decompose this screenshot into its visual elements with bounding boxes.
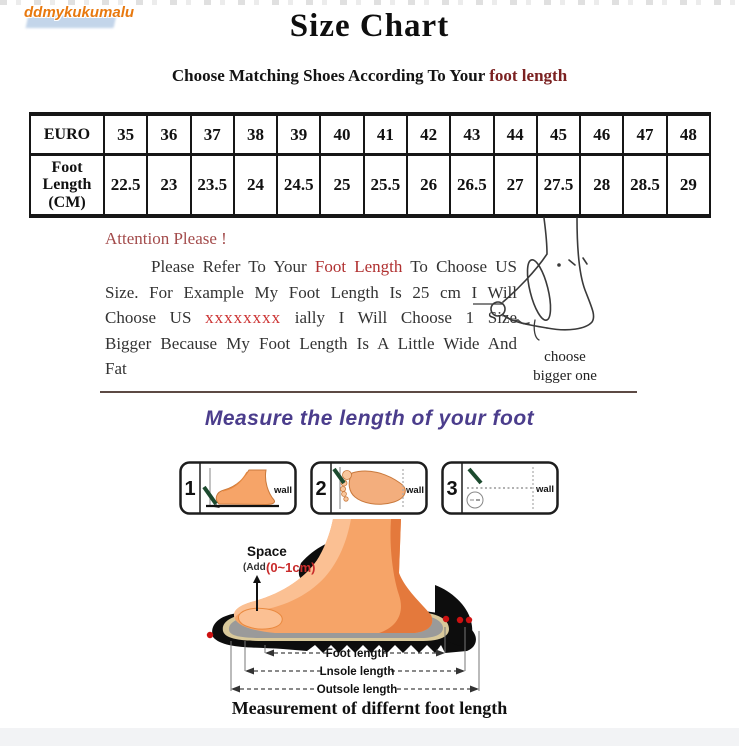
step1-wall-label: wall xyxy=(274,485,292,496)
attention-seg-footlength: Foot Length xyxy=(314,257,403,276)
euro-size-cell: 44 xyxy=(494,114,537,155)
foot-length-cell: 26.5 xyxy=(450,155,493,217)
foot-length-cell: 28.5 xyxy=(623,155,666,217)
euro-size-cell: 46 xyxy=(580,114,623,155)
page-title: Size Chart xyxy=(289,8,450,44)
space-add-label: (Add xyxy=(243,562,266,573)
subtitle xyxy=(0,66,739,86)
euro-row-header: EURO xyxy=(30,114,104,155)
step2-number: 2 xyxy=(315,478,327,500)
foot-length-cell: 23.5 xyxy=(191,155,234,217)
foot-length-cell: 24 xyxy=(234,155,277,217)
outsole-length-label: Outsole length xyxy=(316,684,398,696)
step2-illustration xyxy=(310,461,428,515)
foot-length-cell: 28 xyxy=(580,155,623,217)
step1-illustration xyxy=(179,461,297,515)
attention-seg: Please Refer To Your xyxy=(151,257,315,276)
euro-row xyxy=(30,114,710,155)
choose-bigger-note xyxy=(505,348,625,386)
euro-size-cell: 38 xyxy=(234,114,277,155)
euro-size-cell: 47 xyxy=(623,114,666,155)
euro-size-cell: 41 xyxy=(364,114,407,155)
insole-length-label: Lnsole length xyxy=(319,666,395,678)
subtitle-prefix: Choose Matching Shoes According To Your xyxy=(171,66,490,85)
foot-length-cell: 25.5 xyxy=(364,155,407,217)
footlength-row xyxy=(30,155,710,217)
euro-size-cell: 39 xyxy=(277,114,320,155)
choose-bigger-line2: bigger one xyxy=(533,367,597,384)
foot-length-cell: 26 xyxy=(407,155,450,217)
space-range-label: (0~1cm) xyxy=(266,560,316,575)
foot-length-label: Foot length xyxy=(325,648,389,660)
foot-length-cell: 27 xyxy=(494,155,537,217)
bottom-gray-strip xyxy=(0,728,739,746)
step2-wall-label: wall xyxy=(406,485,424,496)
euro-size-cell: 40 xyxy=(320,114,363,155)
size-table xyxy=(29,112,711,218)
shoe-measurement-diagram xyxy=(183,519,555,701)
foot-length-cell: 22.5 xyxy=(104,155,147,217)
step3-number: 3 xyxy=(446,478,458,500)
attention-heading: Attention Please ! xyxy=(105,229,227,248)
bottom-caption: Measurement of differnt foot length xyxy=(231,698,508,718)
attention-seg-censored: xxxxxxxx xyxy=(205,308,282,327)
attention-seg: To Choose US Size. For Example My Foot Length Is 25 cm I Will Choose US xyxy=(105,257,517,327)
foot-length-cell: 24.5 xyxy=(277,155,320,217)
measuring-steps xyxy=(179,461,559,515)
seller-watermark: ddmykukumalu xyxy=(24,4,135,21)
euro-size-cell: 37 xyxy=(191,114,234,155)
step3-wall-label: wall xyxy=(536,484,554,495)
euro-size-cell: 36 xyxy=(147,114,190,155)
foot-length-cell: 27.5 xyxy=(537,155,580,217)
euro-size-cell: 42 xyxy=(407,114,450,155)
size-table-wrap xyxy=(29,112,711,218)
choose-bigger-line1: choose xyxy=(544,349,586,365)
foot-length-cell: 23 xyxy=(147,155,190,217)
euro-size-cell: 43 xyxy=(450,114,493,155)
section-divider xyxy=(100,391,637,393)
foot-length-cell: 25 xyxy=(320,155,363,217)
subtitle-highlight: foot length xyxy=(489,66,568,85)
attention-paragraph xyxy=(105,254,517,382)
space-label: Space xyxy=(247,544,287,559)
step1-number: 1 xyxy=(184,478,196,500)
euro-size-cell: 35 xyxy=(104,114,147,155)
step3-illustration xyxy=(441,461,559,515)
euro-size-cell: 48 xyxy=(667,114,710,155)
foot-tape-sketch-illustration xyxy=(473,216,648,348)
attention-block xyxy=(105,229,517,382)
footlength-row-header: Foot Length (CM) xyxy=(30,155,104,217)
foot-length-cell: 29 xyxy=(667,155,710,217)
euro-size-cell: 45 xyxy=(537,114,580,155)
attention-seg: ially I Will Choose 1 Size Bigger Because My Foot Length Is A Little Wide And Fat xyxy=(105,308,518,378)
measure-heading: Measure the length of your foot xyxy=(204,407,535,430)
